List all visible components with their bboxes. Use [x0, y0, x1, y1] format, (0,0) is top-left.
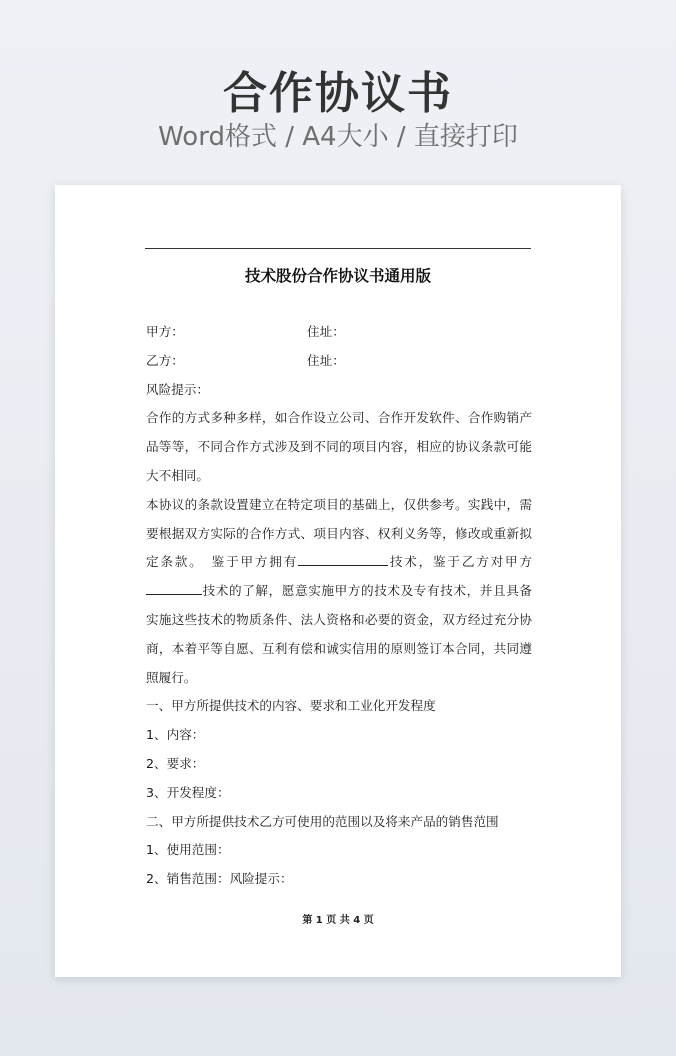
banner-subtitle: Word格式 / A4大小 / 直接打印 — [158, 122, 518, 152]
risk-line: 合作的方式多种多样，如合作设立公司、合作开发软件、合作购销产 — [146, 410, 532, 426]
recital-line-1-middle: 技术，鉴于乙方对甲方 — [388, 554, 532, 570]
recital-line-4: 商，本着平等自愿、互利有偿和诚实信用的原则签订本合同，共同遵 — [146, 640, 532, 656]
party-a-label: 甲方： — [146, 324, 184, 339]
party-b-row — [146, 347, 532, 376]
clause-line: 本协议的条款设置建立在特定项目的基础上，仅供参考。实践中，需 — [146, 496, 532, 512]
risk-line: 大不相同。 — [146, 467, 209, 483]
section-1-item: 3、开发程度： — [146, 784, 230, 800]
recital-line-5: 照履行。 — [146, 669, 197, 685]
page-number-footer: 第 1 页 共 4 页 — [302, 915, 374, 926]
banner-title: 合作协议书 — [223, 68, 453, 119]
recital-line-1-prefix: 定条款。 鉴于甲方拥有 — [146, 554, 299, 570]
party-a-row — [146, 318, 532, 347]
party-b-address-label: 住址： — [307, 352, 345, 368]
document-body — [146, 318, 532, 894]
party-a-address-label: 住址： — [307, 324, 345, 339]
section-1-heading: 一、甲方所提供技术的内容、要求和工业化开发程度 — [146, 698, 436, 714]
recital-line-2-suffix: 技术的了解，愿意实施甲方的技术及专有技术，并且具备 — [202, 583, 532, 599]
section-2-heading: 二、甲方所提供技术乙方可使用的范围以及将来产品的销售范围 — [146, 813, 499, 829]
section-2-item: 2、销售范围：风险提示： — [146, 871, 293, 887]
blank-underline — [298, 551, 388, 566]
section-1-item: 1、内容： — [146, 727, 205, 743]
recital-line-1 — [146, 548, 532, 577]
header-rule — [145, 248, 531, 249]
document-title: 技术股份合作协议书通用版 — [244, 267, 431, 285]
document-page — [55, 185, 621, 977]
risk-heading: 风险提示： — [146, 381, 209, 397]
section-2-item: 1、使用范围： — [146, 842, 230, 858]
recital-line-3: 实施这些技术的物质条件、法人资格和必要的资金，双方经过充分协 — [146, 611, 532, 627]
section-1-item: 2、要求： — [146, 755, 205, 771]
risk-line: 品等等，不同合作方式涉及到不同的项目内容，相应的协议条款可能 — [146, 439, 532, 455]
clause-line: 要根据双方实际的合作方式、项目内容、权利义务等，修改或重新拟 — [146, 525, 532, 541]
party-b-label: 乙方： — [146, 352, 184, 368]
blank-underline — [146, 580, 202, 595]
recital-line-2 — [146, 577, 532, 606]
